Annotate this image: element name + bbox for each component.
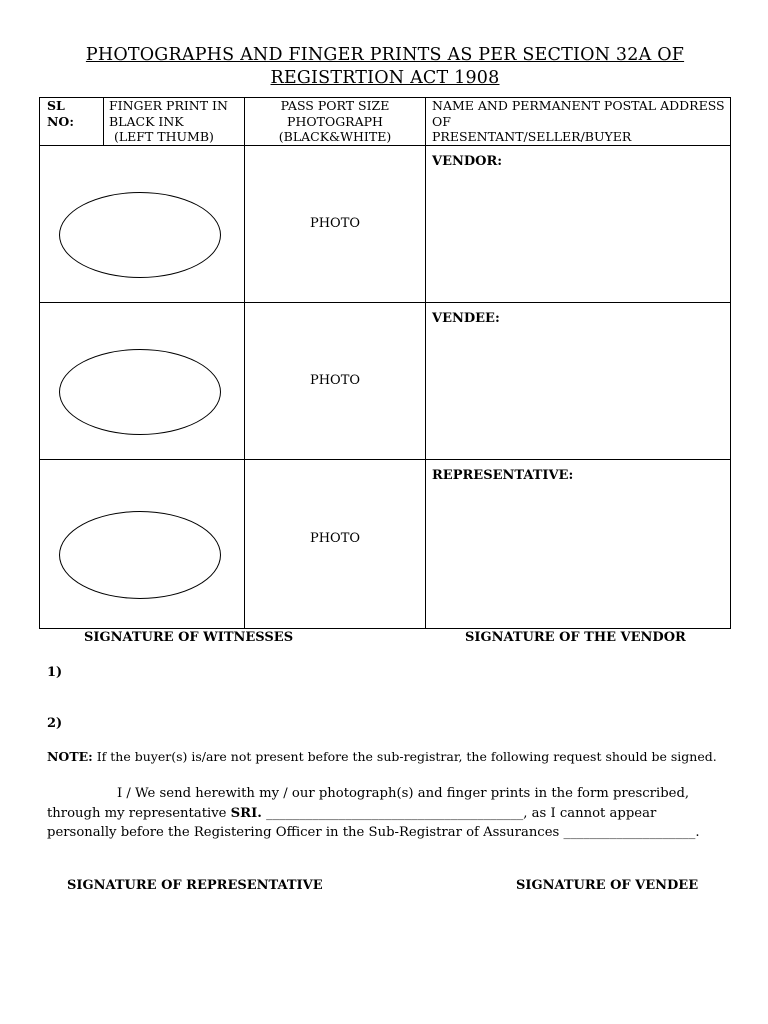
header-sl-line1: SL <box>47 98 65 113</box>
thumb-print-oval <box>59 192 221 278</box>
header-finger-print <box>104 98 245 146</box>
witness-1-label: 1) <box>47 665 63 680</box>
note-label: NOTE: <box>47 749 93 764</box>
form-title <box>40 44 730 90</box>
vendor-address-box[interactable]: VENDOR: <box>426 146 731 303</box>
table-row-representative <box>40 460 731 629</box>
table-row-vendor <box>40 146 731 303</box>
photo-fingerprint-table <box>39 97 731 629</box>
signature-of-vendor-label: SIGNATURE OF THE VENDOR <box>465 630 686 645</box>
header-name-address <box>426 98 731 146</box>
photo-box[interactable]: PHOTO <box>245 460 426 629</box>
photo-box[interactable]: PHOTO <box>245 146 426 303</box>
request-part1: I / We send herewith my / our photograph(s) and finger prints in the form prescribed, through my representative <box>47 786 690 821</box>
vendee-address-box[interactable]: VENDEE: <box>426 303 731 460</box>
note-text <box>47 749 717 764</box>
header-name-line2: PRESENTANT/SELLER/BUYER <box>432 129 632 144</box>
note-body: If the buyer(s) is/are not present before the sub-registrar, the following request should be signed. <box>92 749 717 764</box>
sub-registrar-blank[interactable]: ____________________ <box>563 825 696 840</box>
header-photo-line3: (BLACK&WHITE) <box>278 129 392 144</box>
header-fp-line2: BLACK INK <box>109 113 184 129</box>
header-sl-no <box>40 98 104 146</box>
request-part2: , as I cannot appear personally before the Registering Officer in the Sub-Registrar of Assurances <box>47 805 657 840</box>
header-photograph <box>245 98 426 146</box>
finger-print-box[interactable] <box>40 146 245 303</box>
thumb-print-oval <box>59 349 221 435</box>
header-fp-line1: FINGER PRINT IN <box>109 98 228 113</box>
table-row-vendee <box>40 303 731 460</box>
header-fp-line3: (LEFT THUMB) <box>114 129 214 144</box>
thumb-print-oval <box>59 511 221 599</box>
request-part3: . <box>695 825 700 840</box>
photo-box[interactable]: PHOTO <box>245 303 426 460</box>
witness-2-label: 2) <box>47 716 63 731</box>
header-name-line1: NAME AND PERMANENT POSTAL ADDRESS OF <box>432 98 725 129</box>
representative-address-box[interactable]: REPRESENTATIVE: <box>426 460 731 629</box>
request-paragraph <box>47 784 727 843</box>
sri-label: SRI. <box>230 805 262 821</box>
finger-print-box[interactable] <box>40 303 245 460</box>
title-line-2: REGISTRTION ACT 1908 <box>270 68 500 88</box>
representative-name-blank[interactable]: _______________________________________ <box>261 805 524 821</box>
finger-print-box[interactable] <box>40 460 245 629</box>
table-header-row <box>40 98 731 146</box>
signature-of-representative-label: SIGNATURE OF REPRESENTATIVE <box>67 878 323 893</box>
signature-of-witnesses-label: SIGNATURE OF WITNESSES <box>84 630 294 645</box>
signature-of-vendee-label: SIGNATURE OF VENDEE <box>516 878 699 893</box>
title-line-1: PHOTOGRAPHS AND FINGER PRINTS AS PER SECTION 32A OF <box>85 45 685 65</box>
header-photo-line1: PASS PORT SIZE <box>280 98 390 113</box>
header-sl-line2: NO: <box>47 113 74 129</box>
header-photo-line2: PHOTOGRAPH <box>287 113 383 129</box>
